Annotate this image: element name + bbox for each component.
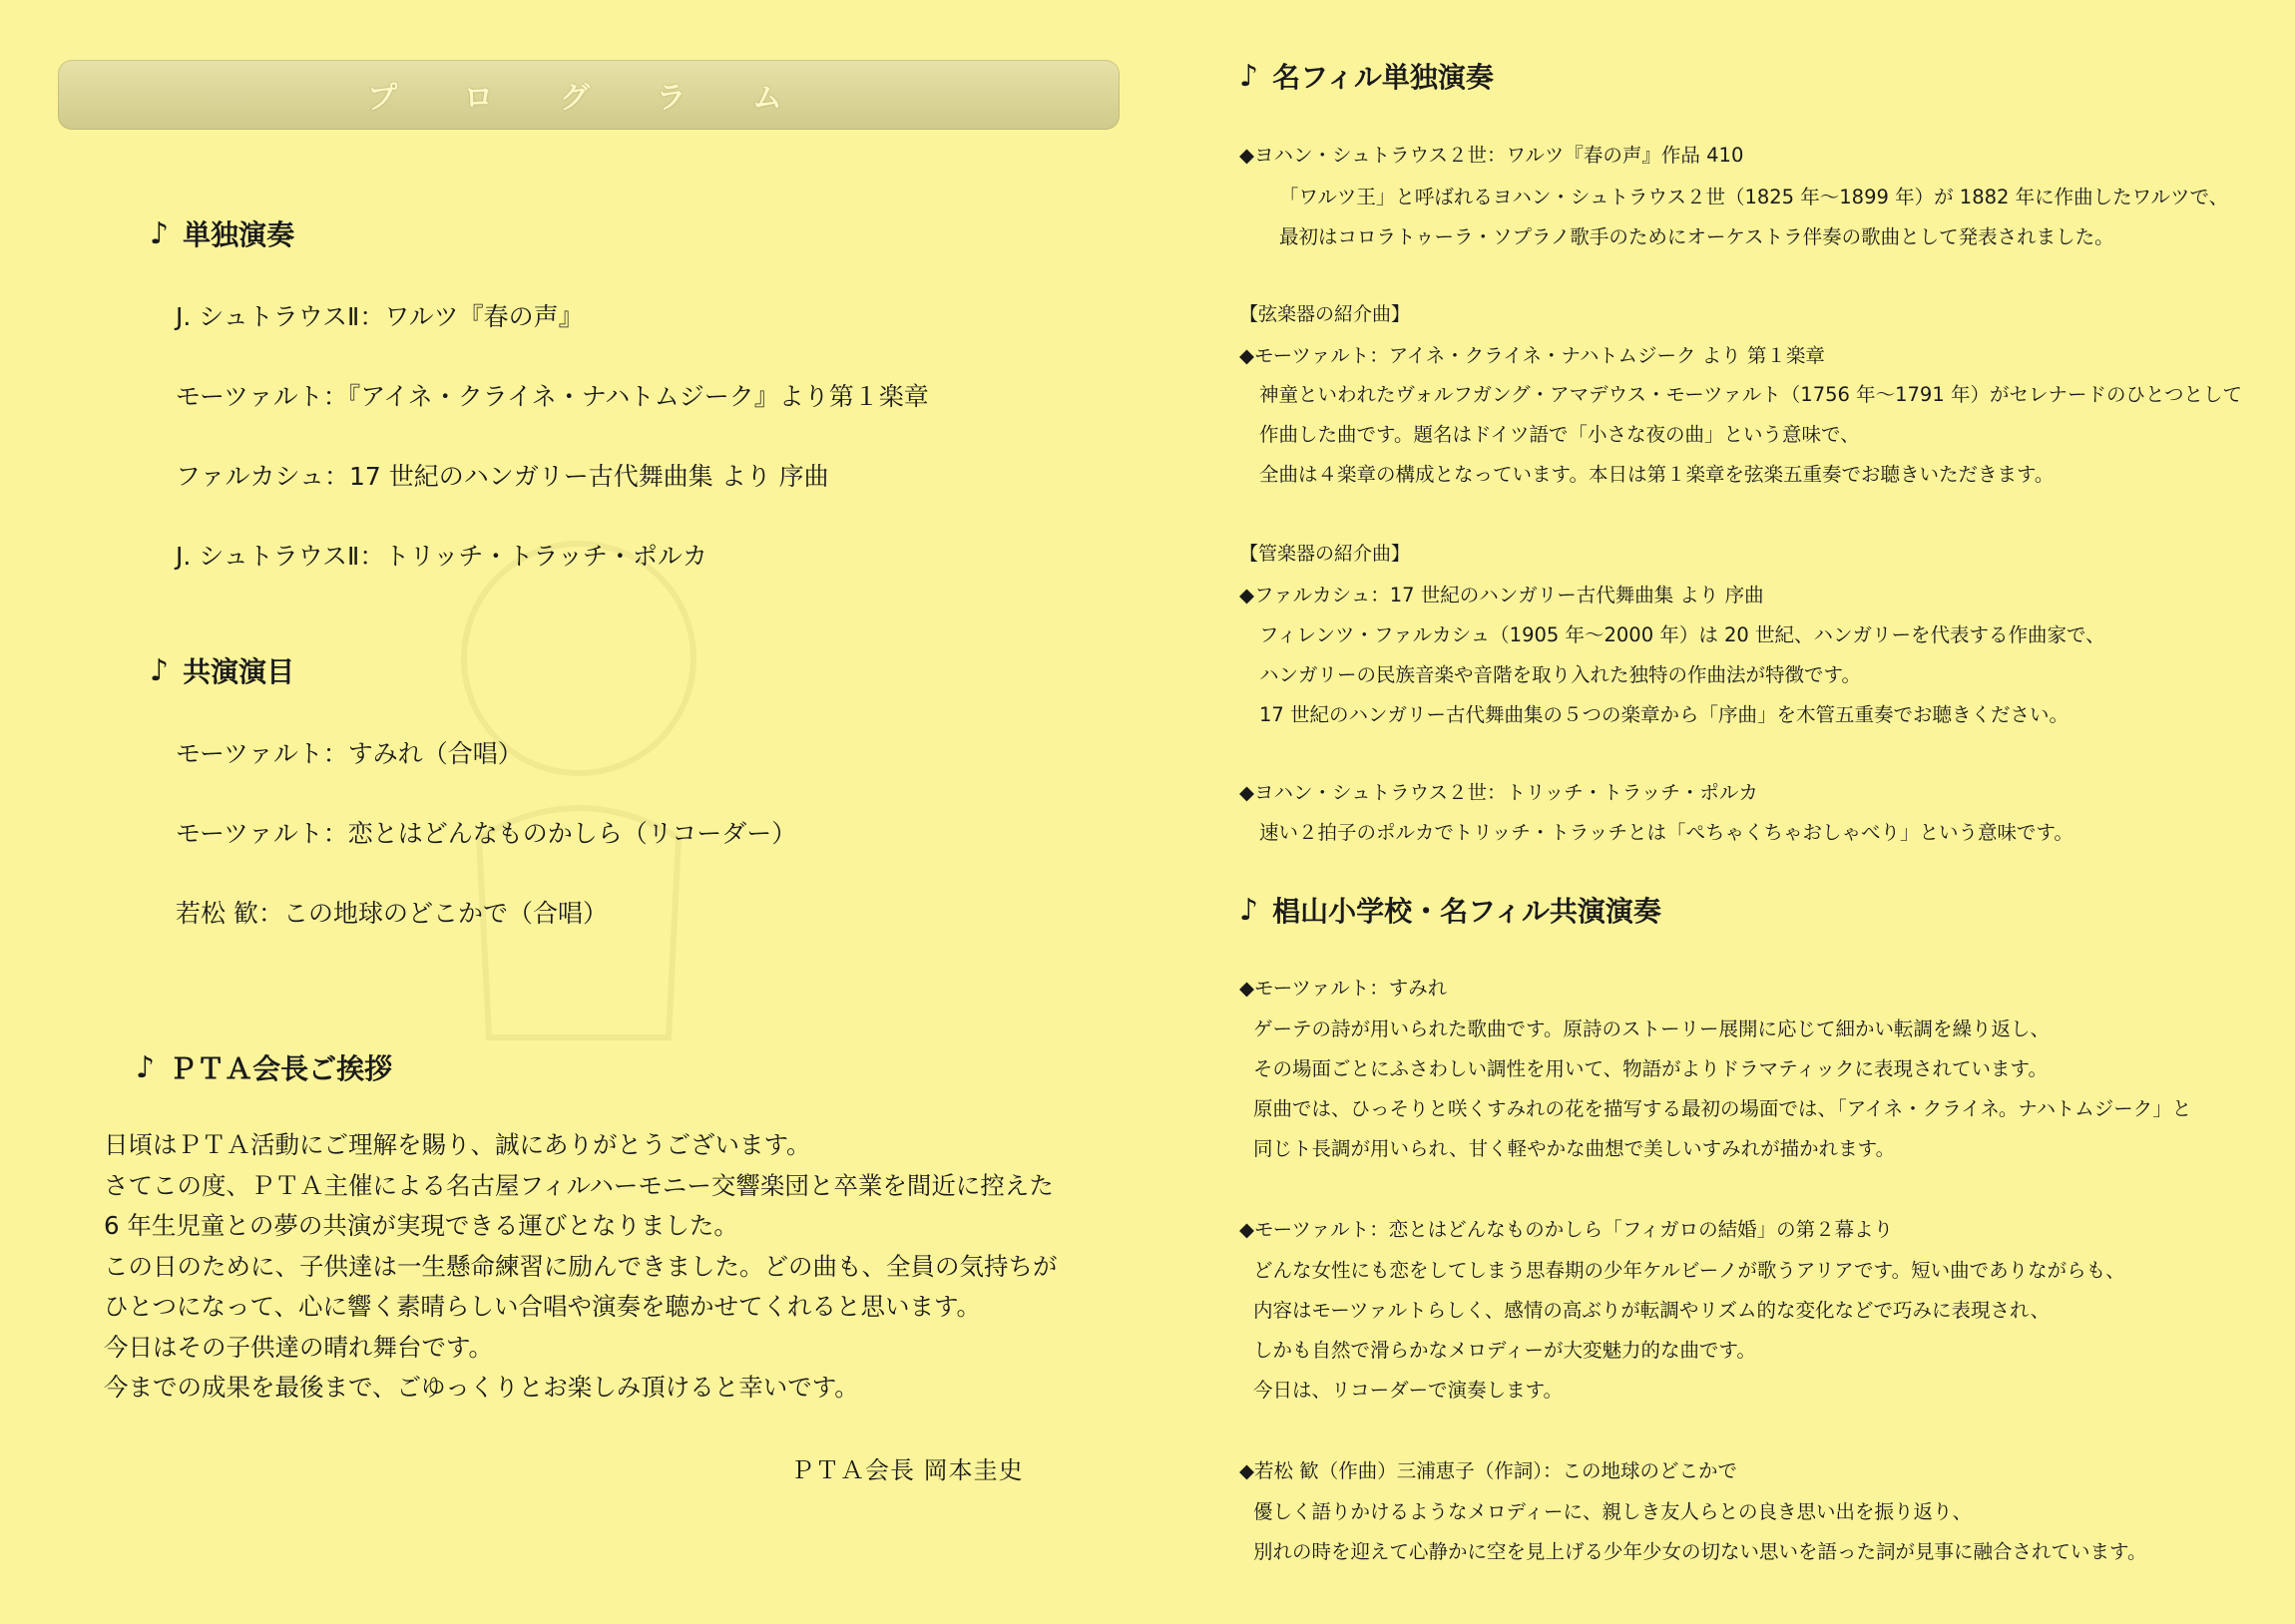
banner-title: プ ロ グ ラ ム [367,81,810,116]
greeting-signature: ＰＴＡ会長 岡本圭史 [790,1456,1024,1484]
piece-description: ハンガリーの民族音楽や音階を取り入れた独特の作曲法が特徴です。 [1259,663,1861,686]
section-heading-solo [150,213,294,253]
section-heading-label: 名フィル単独演奏 [1272,61,1494,94]
piece-description: 最初はコロラトゥーラ・ソプラノ歌手のためにオーケストラ伴奏の歌曲として発表されました。 [1279,225,2114,248]
program-item: モーツァルト：『アイネ・クライネ・ナハトムジーク』より第１楽章 [176,382,929,411]
music-note-icon: ♪ [136,1049,156,1085]
section-heading-joint-performance [1239,890,1661,930]
piece-description: 別れの時を迎えて心静かに空を見上げる少年少女の切ない思いを語った詞が見事に融合されています。 [1253,1540,2147,1563]
program-item: J. シュトラウスⅡ：トリッチ・トラッチ・ポルカ [176,542,707,571]
greeting-body [104,1125,1122,1409]
program-item: モーツァルト：恋とはどんなものかしら（リコーダー） [176,819,797,848]
greeting-line: 日頃はＰＴＡ活動にご理解を賜り、誠にありがとうございます。 [104,1130,811,1159]
piece-description: 神童といわれたヴォルフガング・アマデウス・モーツァルト（1756 年～1791 年）がセレナードのひとつとして [1259,383,2243,406]
piece-description: ゲーテの詩が用いられた歌曲です。原詩のストーリー展開に応じて細かい転調を繰り返し、 [1253,1017,2050,1040]
greeting-line: ひとつになって、心に響く素晴らしい合唱や演奏を聴かせてくれると思います。 [104,1292,982,1321]
piece-description: フィレンツ・ファルカシュ（1905 年～2000 年）は 20 世紀、ハンガリーを代表する作曲家で、 [1259,623,2105,646]
music-note-icon: ♪ [1239,892,1259,928]
greeting-line: 今日はその子供達の晴れ舞台です。 [104,1332,494,1362]
piece-description: 優しく語りかけるようなメロディーに、親しき友人らとの良き思い出を振り返り、 [1253,1500,1972,1523]
section-heading-meiphil-solo [1239,56,1494,96]
music-note-icon: ♪ [1239,58,1259,94]
watermark-illustration [419,539,738,1077]
piece-description: 作曲した曲です。題名はドイツ語で「小さな夜の曲」という意味で、 [1259,423,1860,446]
right-page [1148,0,2295,1624]
program-item: ファルカシュ：17 世紀のハンガリー古代舞曲集 より 序曲 [176,462,829,491]
piece-description: どんな女性にも恋をしてしまう思春期の少年ケルビーノが歌うアリアです。短い曲でありながらも、 [1253,1259,2125,1282]
section-heading-label: 単独演奏 [183,218,295,251]
piece-title: ◆ファルカシュ：17 世紀のハンガリー古代舞曲集 より 序曲 [1239,584,1764,607]
piece-description: 17 世紀のハンガリー古代舞曲集の５つの楽章から「序曲」を木管五重奏でお聴きください。 [1259,703,2069,726]
music-note-icon: ♪ [150,652,170,688]
piece-title: ◆モーツァルト：すみれ [1239,977,1448,1000]
greeting-heading [136,1047,392,1087]
section-heading-joint [150,650,294,690]
section-heading-label: 共演演目 [183,655,295,688]
piece-description: 内容はモーツァルトらしく、感情の高ぶりが転調やリズム的な変化などで巧みに表現され、 [1253,1299,2051,1322]
greeting-line: 6 年生児童との夢の共演が実現できる運びとなりました。 [104,1211,738,1240]
program-item: J. シュトラウスⅡ：ワルツ『春の声』 [176,302,584,331]
section-heading-label: 椙山小学校・名フィル共演演奏 [1272,895,1661,928]
program-item: モーツァルト：すみれ（合唱） [176,739,523,768]
piece-description: 全曲は４楽章の構成となっています。本日は第１楽章を弦楽五重奏でお聴きいただきます。 [1259,463,2055,486]
piece-description: 今日は、リコーダーで演奏します。 [1253,1379,1564,1402]
piece-description: 同じト長調が用いられ、甘く軽やかな曲想で美しいすみれが描かれます。 [1253,1137,1896,1160]
subsection-label: 【弦楽器の紹介曲】 [1239,303,1411,325]
piece-description: しかも自然で滑らかなメロディーが大変魅力的な曲です。 [1253,1339,1756,1362]
piece-description: 「ワルツ王」と呼ばれるヨハン・シュトラウス２世（1825 年～1899 年）が 1882 年に作曲したワルツで、 [1279,186,2229,208]
piece-title: ◆ヨハン・シュトラウス２世：トリッチ・トラッチ・ポルカ [1239,781,1758,804]
greeting-heading-label: ＰＴＡ会長ご挨拶 [169,1052,393,1085]
piece-title: ◆モーツァルト：アイネ・クライネ・ナハトムジーク より 第１楽章 [1239,344,1825,367]
greeting-line: さてこの度、ＰＴＡ主催による名古屋フィルハーモニー交響楽団と卒業を間近に控えた [104,1170,1054,1200]
subsection-label: 【管楽器の紹介曲】 [1239,543,1411,565]
program-banner [58,60,1120,130]
piece-title: ◆モーツァルト：恋とはどんなものかしら「フィガロの結婚」の第２幕より [1239,1218,1894,1241]
piece-description: 速い２拍子のポルカでトリッチ・トラッチとは「ぺちゃくちゃおしゃべり」という意味です。 [1259,821,2073,844]
piece-title: ◆ヨハン・シュトラウス２世：ワルツ『春の声』作品 410 [1239,144,1744,167]
piece-description: 原曲では、ひっそりと咲くすみれの花を描写する最初の場面では、「アイネ・クライネ。ナハトムジーク」と [1253,1097,2192,1120]
piece-description: その場面ごとにふさわしい調性を用いて、物語がよりドラマティックに表現されています。 [1253,1057,2048,1080]
program-item: 若松 歓：この地球のどこかで（合唱） [176,899,608,928]
music-note-icon: ♪ [150,215,170,251]
greeting-line: この日のために、子供達は一生懸命練習に励んできました。どの曲も、全員の気持ちが [104,1251,1058,1281]
greeting-line: 今までの成果を最後まで、ごゆっくりとお楽しみ頂けると幸いです。 [104,1373,859,1402]
piece-title: ◆若松 歓（作曲）三浦恵子（作詞）：この地球のどこかで [1239,1459,1737,1482]
